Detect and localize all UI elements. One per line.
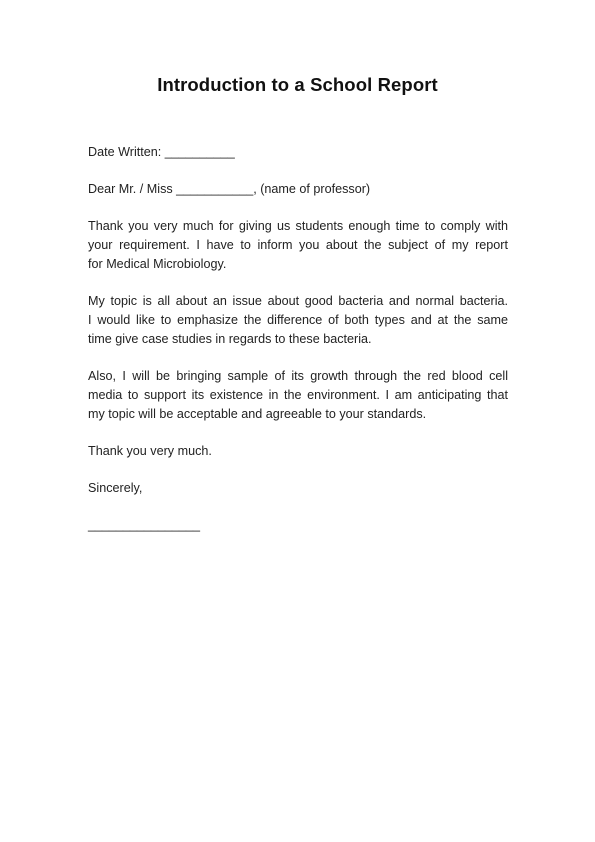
- paragraph-line: time give case studies in regards to these bacteria.: [88, 332, 372, 346]
- paragraph-line: media to support its existence in the environment. I am anticipating that: [88, 388, 508, 402]
- thanks-line: Thank you very much.: [88, 444, 212, 458]
- signature-blank: ________________: [88, 518, 201, 532]
- paragraph-line: Thank you very much for giving us students enough time to comply with: [88, 219, 508, 233]
- date-written-line: Date Written: __________: [88, 145, 235, 159]
- paragraph-line: Also, I will be bringing sample of its growth through the red blood cell: [88, 369, 508, 383]
- salutation-line: Dear Mr. / Miss ___________, (name of professor): [88, 182, 371, 196]
- letter-body: [88, 143, 508, 535]
- paragraph-line: My topic is all about an issue about good bacteria and normal bacteria.: [88, 294, 508, 308]
- paragraph-line: I would like to emphasize the difference of both types and at the same: [88, 313, 508, 327]
- paragraph-line: my topic will be acceptable and agreeable to your standards.: [88, 407, 427, 421]
- paragraph-line: for Medical Microbiology.: [88, 257, 227, 271]
- paragraph-3: [88, 367, 508, 424]
- document-title: Introduction to a School Report: [157, 74, 438, 95]
- paragraph-1: [88, 217, 508, 274]
- paragraph-line: your requirement. I have to inform you about the subject of my report: [88, 238, 508, 252]
- paragraph-2: [88, 292, 508, 349]
- closing-line: Sincerely,: [88, 481, 143, 495]
